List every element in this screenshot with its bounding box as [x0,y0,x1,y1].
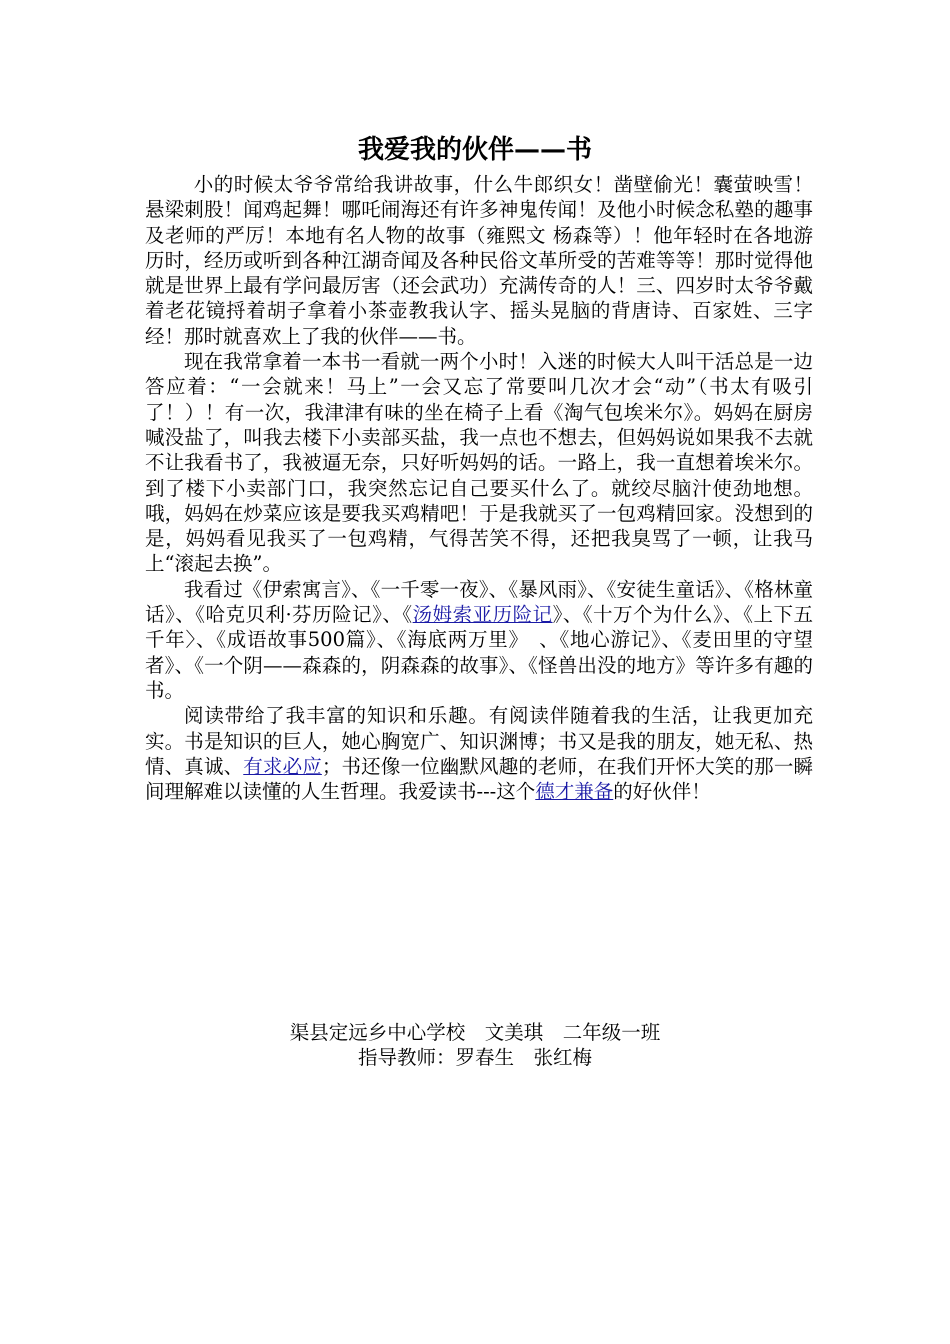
paragraph-3 [145,577,813,703]
document-footer [0,1020,950,1070]
paragraph-1-text: 小的时候太爷爷常给我讲故事，什么牛郎织女！凿壁偷光！囊萤映雪！悬梁刺股！闻鸡起舞！哪吒闹海还有许多神鬼传闻！及他小时候念私塾的趣事及老师的严厉！本地有名人物的故事（雍熙文 杨森等）！他年轻时在各地游历时，经历或听到各种江湖奇闻及各种民俗文革所受的苦难等等！那时觉得他就是世界上最有学问最厉害（还会武功）充满传奇的人！三、四岁时太爷爷戴着老花镜捋着胡子拿着小茶壶教我认字、摇头晃脑的背唐诗、百家姓、三字经！那时就喜欢上了我的伙伴——书。 [145,173,813,348]
paragraph-4-text-middle: ；书还像一位幽默风趣的老师，在我们开怀大笑的那一瞬间理解难以读懂的人生哲理。我爱读书---这个 [145,754,813,804]
paragraph-4-text-before: 阅读带给了我丰富的知识和乐趣。有阅读伴随着我的生活，让我更加充实。书是知识的巨人，她心胸宽广、知识渊博；书又是我的朋友，她无私、热情、真诚、 [145,704,813,778]
link-de-cai-jian-bei[interactable]: 德才兼备 [535,780,614,804]
document-title: 我爱我的伙伴——书 [357,135,592,165]
link-tom-sawyer[interactable]: 汤姆索亚历险记 [412,603,553,627]
link-you-qiu-bi-ying[interactable]: 有求必应 [243,754,322,778]
paragraph-1 [145,172,813,349]
paragraph-3-text-before: 我看过《伊索寓言》、《一千零一夜》、《暴风雨》、《安徒生童话》、《格林童话》、《哈克贝利·芬历险记》、《 [145,577,813,627]
paragraph-4 [145,703,813,804]
footer-school-line: 渠县定远乡中心学校 文美琪 二年级一班 [289,1021,661,1044]
footer-teacher-line: 指导教师：罗春生 张红梅 [357,1046,592,1069]
paragraph-3-text-after: 》、《十万个为什么》、《上下五千年〉、《成语故事500篇》、《海底两万里》 、《地心游记》、《麦田里的守望者》、《一个阴——森森的，阴森森的故事》、《怪兽出没的地方》等许多有趣的书。 [145,603,813,702]
document-body [145,172,813,804]
paragraph-4-text-after: 的好伙伴！ [613,780,711,804]
paragraph-2 [145,349,813,577]
paragraph-2-text: 现在我常拿着一本书一看就一两个小时！入迷的时候大人叫干活总是一边答应着：“一会就来！马上”一会又忘了常要叫几次才会“动”（书太有吸引了！）！有一次，我津津有味的坐在椅子上看《淘气包埃米尔》。妈妈在厨房喊没盐了，叫我去楼下小卖部买盐，我一点也不想去，但妈妈说如果我不去就不让我看书了，我被逼无奈，只好听妈妈的话。一路上，我一直想着埃米尔。到了楼下小卖部门口，我突然忘记自己要买什么了。就绞尽脑汁使劲地想。哦，妈妈在炒菜应该是要我买鸡精吧！于是我就买了一包鸡精回家。没想到的是，妈妈看见我买了一包鸡精，气得苦笑不得，还把我臭骂了一顿，让我马上“滚起去换”。 [145,350,813,576]
